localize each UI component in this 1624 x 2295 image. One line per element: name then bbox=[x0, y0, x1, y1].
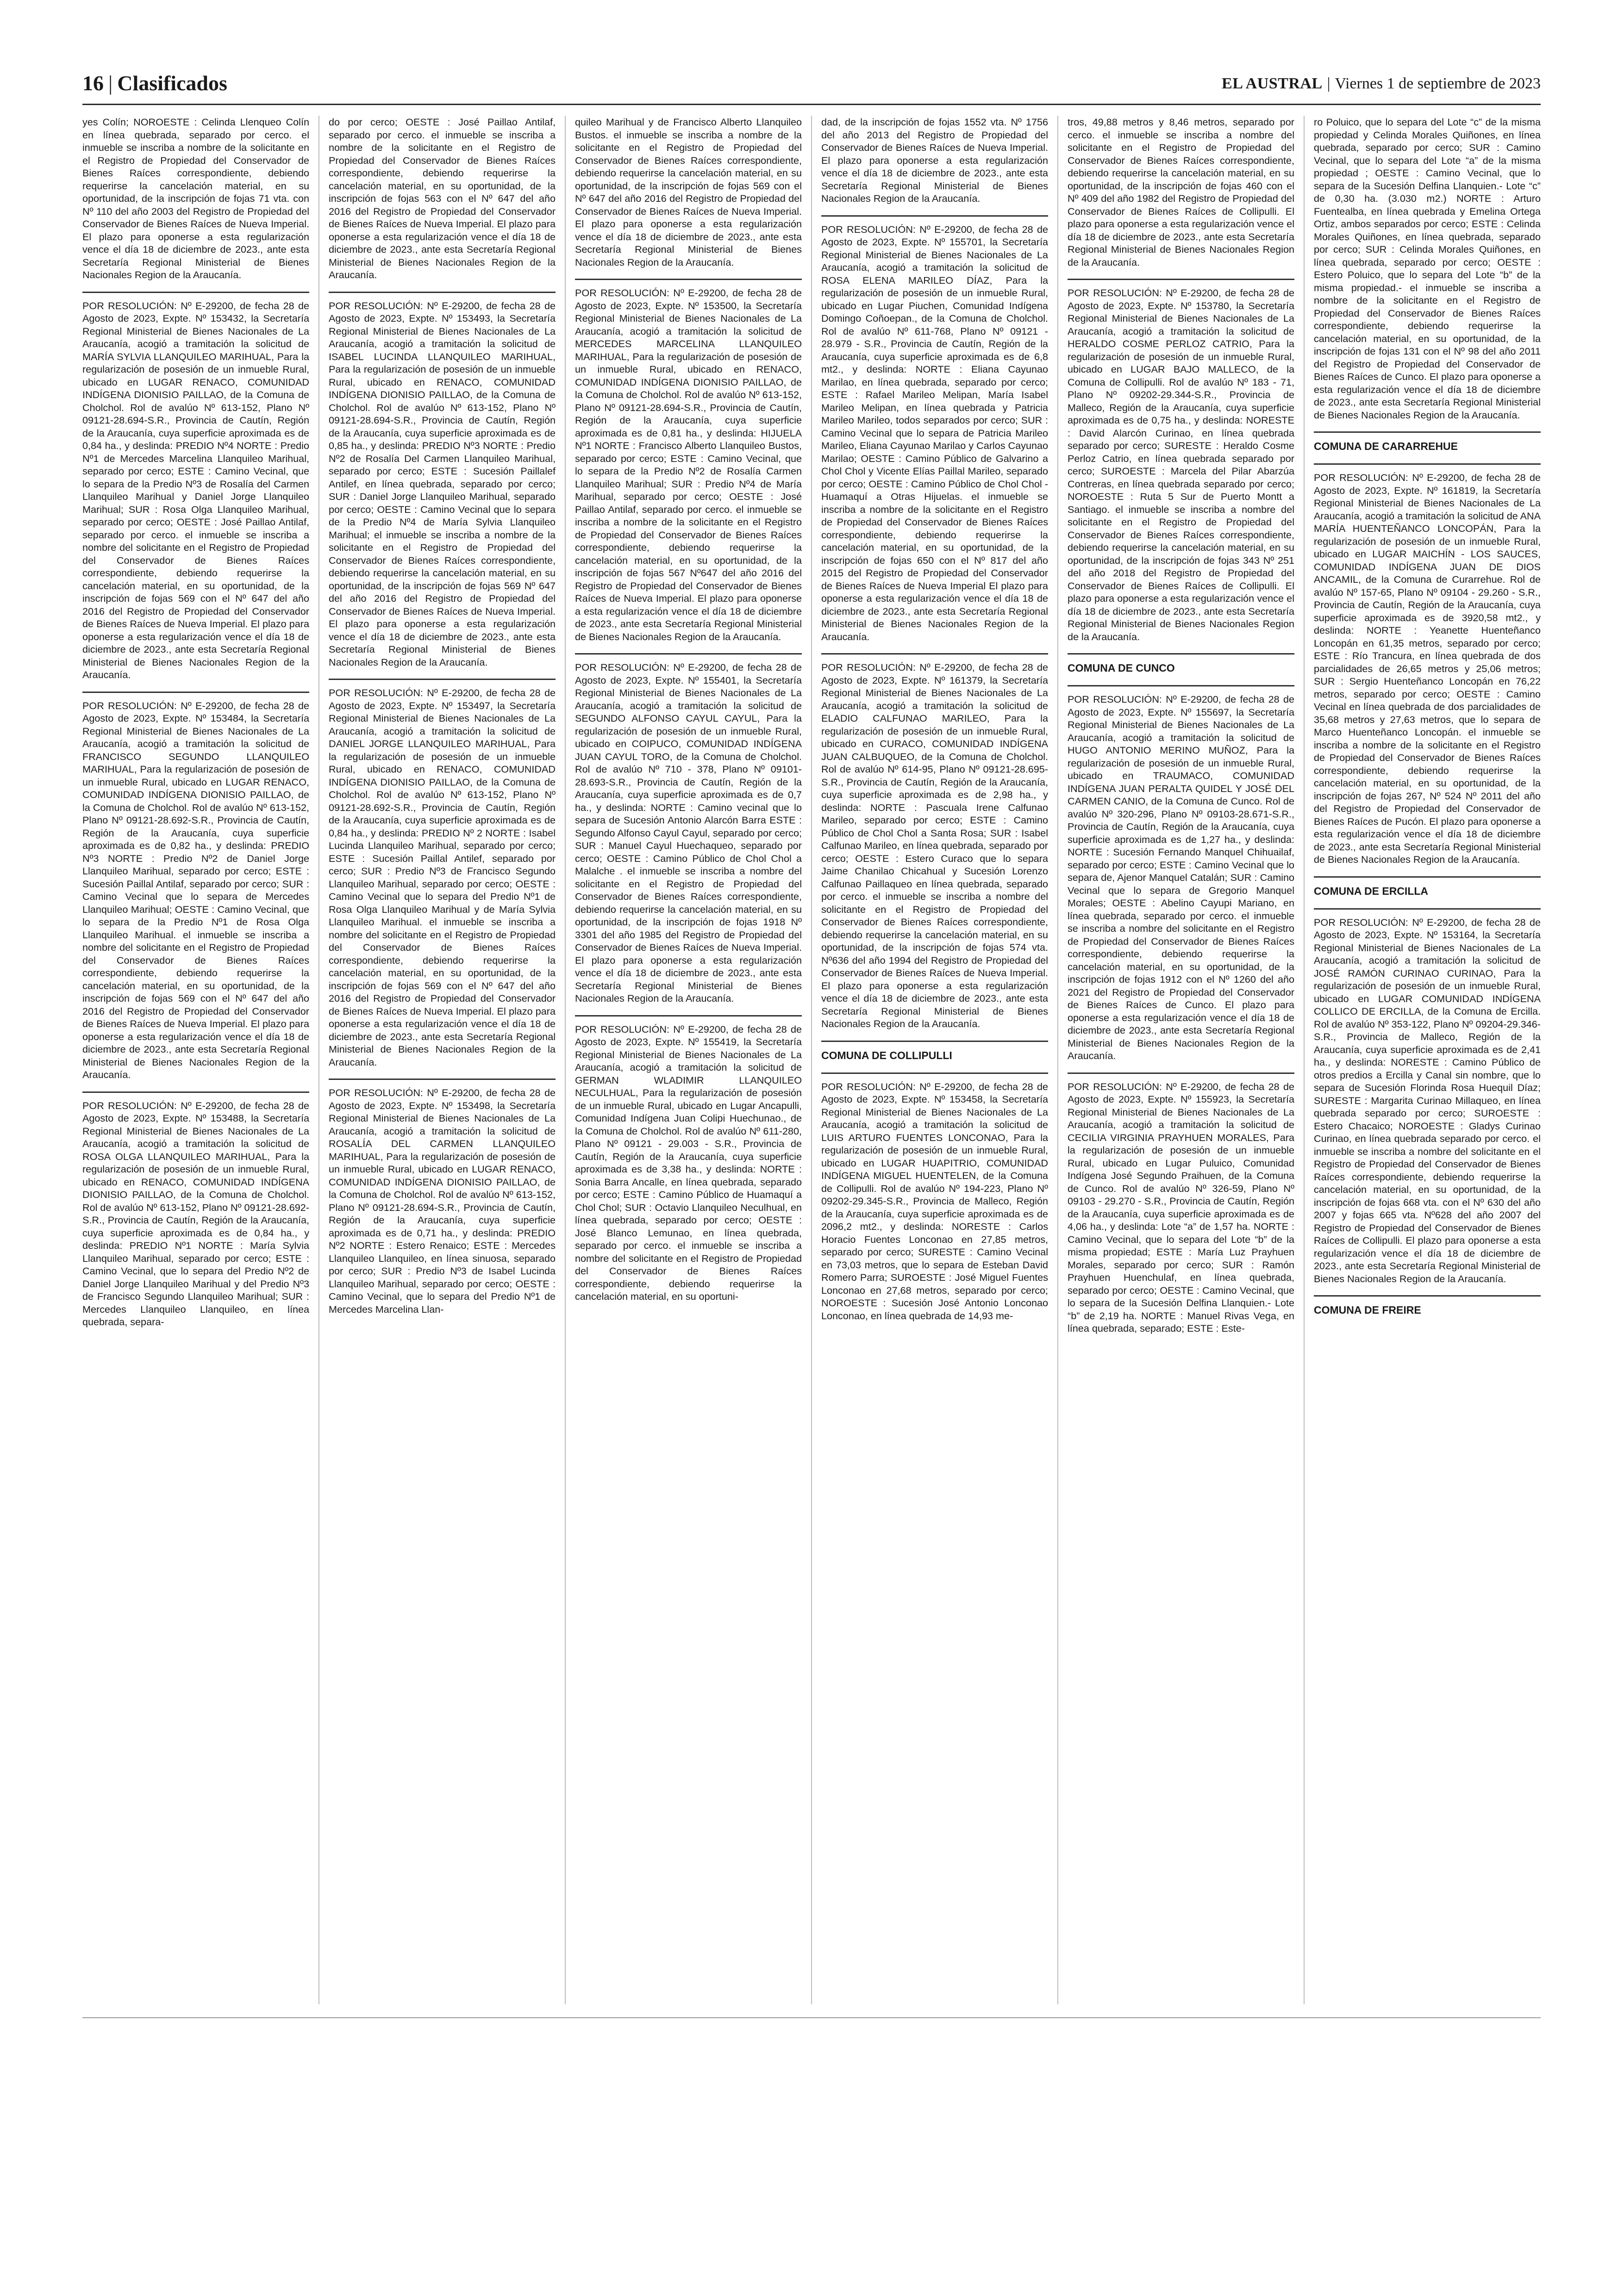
section-heading: COMUNA DE CARARREHUE bbox=[1314, 440, 1458, 452]
legal-notice: POR RESOLUCIÓN: Nº E-29200, de fecha 28 de Agosto de 2023, Expte. Nº 153458, la Secretaría Regional Ministerial de Bienes Nacionales de La Araucanía, acogió a tramitación la solicitud de LUIS ARTURO FUENTES LONCONAO, Para la regularización de posesión de un inmueble Rural, ubicado en LUGAR HUAPITRIO, COMUNIDAD INDÍGENA MIGUEL HUENTELEN, de la Comuna de Collipulli. Rol de avalúo Nº 194-223, Plano Nº 09202-29.345-S.R., Provincia de Malleco, Región de la Araucanía, cuya superficie aproximada es de 2096,2 mt2., y deslinda: NORESTE : Carlos Horacio Fuentes Lonconao en 27,85 metros, separado por cerco; SURESTE : Camino Vecinal en 73,03 metros, que lo separa de Esteban David Romero Parra; SUROESTE : José Miguel Fuentes Lonconao en 27,68 metros, separado por cerco; NOROESTE : Sucesión José Antonio Lonconao Lonconao, en línea quebrada de 14,93 me- bbox=[821, 1080, 1048, 1322]
section-title: Clasificados bbox=[117, 71, 227, 95]
legal-notice: ro Poluico, que lo separa del Lote “c” de la misma propiedad y Celinda Morales Quiñones, en línea quebrada, separado por cerco; SUR : Camino Vecinal, que lo separa del Lote “a” de la misma propiedad ; OESTE : Camino Vecinal, que lo separa de la Sucesión Delfina Llanquien.- Lote “c” de 0,30 ha. (3.030 m2.) NORTE : Arturo Fuentealba, en línea quebrada y Emelina Ortega Ortiz, ambos separados por cerco; ESTE : Celinda Morales Quiñones, en línea quebrada, separado por cerco; SUR : Celinda Morales Quiñones, en línea quebrada, separado por cerco; OESTE : Estero Poluico, que lo separa del Lote “b” de la misma propiedad.- el inmueble se inscriba a nombre de la solicitante en el Registro de Propiedad del Conservador de Bienes Raíces correspondiente, debiendo requerirse la cancelación material, en su oportunidad, de la inscripción de fojas 131 con el Nº 98 del año 2011 del Registro de Propiedad del Conservador de Bienes Raíces de Cunco. El plazo para oponerse a esta regularización vence el día 18 de diciembre de 2023., ante esta Secretaría Regional Ministerial de Bienes Nacionales Region de la Araucanía. bbox=[1314, 116, 1541, 421]
notice-divider bbox=[329, 292, 556, 293]
footer-rule bbox=[82, 2017, 1541, 2018]
column-divider bbox=[1057, 116, 1058, 2004]
notice-divider bbox=[821, 215, 1048, 217]
text-column bbox=[821, 116, 1048, 2004]
legal-notice: POR RESOLUCIÓN: Nº E-29200, de fecha 28 de Agosto de 2023, Expte. Nº 153164, la Secretaría Regional Ministerial de Bienes Nacionales de La Araucanía, acogió a tramitación la solicitud de JOSÉ RAMÓN CURINAO CURINAO, Para la regularización de posesión de un inmueble Rural, ubicado en LUGAR COMUNIDAD INDÍGENA COLLICO DE ERCILLA, de la Comuna de Ercilla. Rol de avalúo Nº 353-122, Plano Nº 09204-29.346-S.R., Provincia de Malleco, Región de la Araucanía, cuya superficie aproximada es de 2,41 ha., y deslinda: NORESTE : Camino Público de otros predios a Ercilla y Canal sin nombre, que lo separa de Sucesión Florinda Rosa Huequil Díaz; SURESTE : Margarita Curinao Millaqueo, en línea quebrada separado por cerco; SUROESTE : Estero Chacaico; NOROESTE : Gladys Curinao Curinao, en línea quebrada separado por cerco. el inmueble se inscriba a nombre del solicitante en el Registro de Propiedad del Conservador de Bienes Raíces correspondiente, debiendo requerirse la cancelación material, en su oportunidad, de la inscripción de fojas 668 vta. con el Nº 630 del año 2007 y fojas 665 vta. Nº628 del año 2007 del Registro de Propiedad del Conservador de Bienes Raíces de Collipulli. El plazo para oponerse a esta regularización vence el día 18 de diciembre de 2023., ante esta Secretaría Regional Ministerial de Bienes Nacionales Region de la Araucanía. bbox=[1314, 916, 1541, 1285]
legal-notice: POR RESOLUCIÓN: Nº E-29200, de fecha 28 de Agosto de 2023, Expte. Nº 155419, la Secretaría Regional Ministerial de Bienes Nacionales de La Araucanía, acogió a tramitación la solicitud de GERMAN WLADIMIR LLANQUILEO NECULHUAL, Para la regularización de posesión de un inmueble Rural, ubicado en Lugar Ancapulli, Comunidad Indígena Juan Colipi Huechunao., de la Comuna de Cholchol. Rol de avalúo Nº 611-280, Plano Nº 09121 - 29.003 - S.R., Provincia de Cautín, Región de la Araucanía, cuya superficie aproximada es de 3,38 ha., y deslinda: NORTE : Sonia Barra Ancalle, en línea quebrada, separado por cerco; ESTE : Camino Público de Huamaquí a Chol Chol; SUR : Octavio Llanquileo Neculhual, en línea quebrada, separado por cerco; OESTE : José Blanco Lemunao, en línea quebrada, separado por cerco. el inmueble se inscriba a nombre del solicitante en el Registro de Propiedad del Conservador de Bienes Raíces correspondiente, debiendo requerirse la cancelación material, en su oportuni- bbox=[575, 1023, 802, 1302]
legal-notice: POR RESOLUCIÓN: Nº E-29200, de fecha 28 de Agosto de 2023, Expte. Nº 161379, la Secretaría Regional Ministerial de Bienes Nacionales de La Araucanía, acogió a tramitación la solicitud de ELADIO CALFUNAO MARILEO, Para la regularización de posesión de un inmueble Rural, ubicado en CURACO, COMUNIDAD INDÍGENA JUAN CALBUQUEO, de la Comuna de Cholchol. Rol de avalúo Nº 614-95, Plano Nº 09121-28.695-S.R., Provincia de Cautín, Región de la Araucanía, cuya superficie aproximada es de 2,98 ha., y deslinda: NORTE : Pascuala Irene Calfunao Marileo, separado por cerco; ESTE : Camino Público de Chol Chol a Santa Rosa; SUR : Isabel Calfunao Marileo, en línea quebrada, separado por cerco; OESTE : Estero Curaco que lo separa Jaime Chanilao Chicahual y Sucesión Lorenzo Calfunao Paillaqueo en línea quebrada, separado por cerco. el inmueble se inscriba a nombre del solicitante en el Registro de Propiedad del Conservador de Bienes Raíces correspondiente, debiendo requerirse la cancelación material, en su oportunidad, de la inscripción de fojas 574 vta. Nº636 del año 1994 del Registro de Propiedad del Conservador de Bienes Raíces de Nueva Imperial. El plazo para oponerse a esta regularización vence el día 18 de diciembre de 2023., ante esta Secretaría Regional Ministerial de Bienes Nacionales Region de la Araucanía. bbox=[821, 661, 1048, 1029]
notice-divider bbox=[821, 653, 1048, 655]
header-rule bbox=[82, 104, 1541, 105]
text-column bbox=[575, 116, 802, 2004]
masthead-separator: | bbox=[1327, 75, 1330, 92]
column-divider bbox=[565, 116, 566, 2004]
legal-notice: POR RESOLUCIÓN: Nº E-29200, de fecha 28 de Agosto de 2023, Expte. Nº 153500, la Secretaría Regional Ministerial de Bienes Nacionales de La Araucanía, acogió a tramitación la solicitud de MERCEDES MARCELINA LLANQUILEO MARIHUAL, Para la regularización de posesión de un inmueble Rural, ubicado en RENACO, COMUNIDAD INDÍGENA DIONISIO PAILLAO, de la Comuna de Cholchol. Rol de avalúo Nº 613-152, Plano Nº 09121-28.694-S.R., Provincia de Cautín, Región de la Araucanía, cuya superficie aproximada es de 0,81 ha., y deslinda: HIJUELA Nº1 NORTE : Francisco Alberto Llanquileo Bustos, separado por cerco; ESTE : Camino Vecinal, que lo separa de la Predio Nº2 de Rosalía Carmen Llanquileo Marihual; SUR : Predio Nº4 de María Marihual, separado por cerco; OESTE : José Paillao Antilaf, separado por cerco. el inmueble se inscriba a nombre de la solicitante en el Registro de Propiedad del Conservador de Bienes Raíces correspondiente, debiendo requerirse la cancelación material, en su oportunidad, de la inscripción de fojas 567 Nº647 del año 2016 del Registro de Propiedad del Conservador de Bienes Raíces de Nueva Imperial. El plazo para oponerse a esta regularización vence el día 18 de diciembre de 2023., ante esta Secretaría Regional Ministerial de Bienes Nacionales Region de la Araucanía. bbox=[575, 287, 802, 642]
notice-divider bbox=[1314, 876, 1541, 878]
notice-divider bbox=[1068, 279, 1294, 280]
section-heading: COMUNA DE ERCILLA bbox=[1314, 885, 1429, 897]
legal-notice: POR RESOLUCIÓN: Nº E-29200, de fecha 28 de Agosto de 2023, Expte. Nº 155401, la Secretaría Regional Ministerial de Bienes Nacionales de La Araucanía, acogió a tramitación la solicitud de SEGUNDO ALFONSO CAYUL CAYUL, Para la regularización de posesión de un inmueble Rural, ubicado en COIPUCO, COMUNIDAD INDÍGENA JUAN CAYUL TORO, de la Comuna de Cholchol. Rol de avalúo Nº 710 - 378, Plano Nº 09101-28.693-S.R., Provincia de Cautín, Región de la Araucanía, cuya superficie aproximada es de 0,7 ha., y deslinda: NORTE : Camino vecinal que lo separa de Sucesión Antonio Alarcón Barra ESTE : Segundo Alfonso Cayul Cayul, separado por cerco; SUR : Manuel Cayul Huechaqueo, separado por cerco; OESTE : Camino Público de Chol Chol a Malalche . el inmueble se inscriba a nombre del solicitante en el Registro de Propiedad del Conservador de Bienes Raíces correspondiente, debiendo requerirse la cancelación material, en su oportunidad, de la inscripción de fojas 1918 Nº 3301 del año 1985 del Registro de Propiedad del Conservador de Bienes Raíces de Nueva Imperial. El plazo para oponerse a esta regularización vence el día 18 de diciembre de 2023., ante esta Secretaría Regional Ministerial de Bienes Nacionales Region de la Araucanía. bbox=[575, 661, 802, 1004]
notice-divider bbox=[82, 1091, 309, 1093]
section-heading: COMUNA DE CUNCO bbox=[1068, 662, 1175, 674]
column-divider bbox=[1304, 116, 1305, 2004]
legal-notice: yes Colín; NOROESTE : Celinda Llenqueo Colín en línea quebrada, separado por cerco. el inmueble se inscriba a nombre de la solicitante en el Registro de Propiedad del Conservador de Bienes Raíces correspondiente, debiendo requerirse la cancelación material, en su oportunidad, de la inscripción de fojas 71 vta. con Nº 110 del año 2003 del Registro de Propiedad del Conservador de Bienes Raíces de Nueva Imperial. El plazo para oponerse a esta regularización vence el día 18 de diciembre de 2023., ante esta Secretaría Regional Ministerial de Bienes Nacionales Region de la Araucanía. bbox=[82, 116, 309, 281]
masthead bbox=[1222, 72, 1541, 95]
legal-notice: POR RESOLUCIÓN: Nº E-29200, de fecha 28 de Agosto de 2023, Expte. Nº 153780, la Secretaría Regional Ministerial de Bienes Nacionales de La Araucanía, acogió a tramitación la solicitud de HERALDO COSME PERLOZ CATRIO, Para la regularización de posesión de un inmueble Rural, ubicado en LUGAR BAJO MALLECO, de la Comuna de Collipulli. Rol de avalúo Nº 183 - 71, Plano Nº 09202-29.344-S.R., Provincia de Malleco, Región de la Araucanía, cuya superficie aproximada es de 0,75 ha., y deslinda: NORESTE : David Alarcón Curinao, en línea quebrada separado por cerco; SURESTE : Heraldo Cosme Perloz Catrio, en línea quebrada separado por cerco; SUROESTE : Marcela del Pilar Abarzúa Contreras, en línea quebrada separado por cerco; NOROESTE : Ruta 5 Sur de Puerto Montt a Santiago. el inmueble se inscriba a nombre del solicitante en el Registro de Propiedad del Conservador de Bienes Raíces correspondiente, debiendo requerirse la cancelación material, en su oportunidad, de la inscripción de fojas 343 Nº 251 del año 2018 del Registro de Propiedad del Conservador de Bienes Raíces de Collipulli. El plazo para oponerse a esta regularización vence el día 18 de diciembre de 2023., ante esta Secretaría Regional Ministerial de Bienes Nacionales Region de la Araucanía. bbox=[1068, 287, 1294, 642]
notice-divider bbox=[575, 1015, 802, 1017]
notice-divider bbox=[1314, 463, 1541, 465]
notice-divider bbox=[821, 1041, 1048, 1042]
text-column bbox=[1314, 116, 1541, 2004]
notice-divider bbox=[1314, 1295, 1541, 1297]
legal-notice: tros, 49,88 metros y 8,46 metros, separado por cerco. el inmueble se inscriba a nombre del solicitante en el Registro de Propiedad del Conservador de Bienes Raíces correspondiente, debiendo requerirse la cancelación material, en su oportunidad, de la inscripción de fojas 460 con el Nº 409 del año 1982 del Registro de Propiedad del Conservador de Bienes Raíces de Collipulli. El plazo para oponerse a esta regularización vence el día 18 de diciembre de 2023., ante esta Secretaría Regional Ministerial de Bienes Nacionales Region de la Araucanía. bbox=[1068, 116, 1294, 268]
legal-notice: POR RESOLUCIÓN: Nº E-29200, de fecha 28 de Agosto de 2023, Expte. Nº 153488, la Secretaría Regional Ministerial de Bienes Nacionales de La Araucanía, acogió a tramitación la solicitud de ROSA OLGA LLANQUILEO MARIHUAL, Para la regularización de posesión de un inmueble Rural, ubicado en RENACO, COMUNIDAD INDÍGENA DIONISIO PAILLAO, de la Comuna de Cholchol. Rol de avalúo Nº 613-152, Plano Nº 09121-28.692-S.R., Provincia de Cautín, Región de la Araucanía, cuya superficie aproximada es de 0,84 ha., y deslinda: PREDIO Nº1 NORTE : María Sylvia Llanquileo Marihual, separado por cerco; ESTE : Camino Vecinal, que lo separa del Predio Nº2 de Daniel Jorge Llanquileo Marihual y del Predio Nº3 de Francisco Segundo Llanquileo Marihual; SUR : Mercedes Llanquileo Llanquileo, en línea quebrada, separa- bbox=[82, 1099, 309, 1328]
page-section-heading bbox=[82, 69, 227, 97]
classifieds-columns bbox=[82, 116, 1541, 2004]
legal-notice: do por cerco; OESTE : José Paillao Antilaf, separado por cerco. el inmueble se inscriba a nombre de la solicitante en el Registro de Propiedad del Conservador de Bienes Raíces correspondiente, debiendo requerirse la cancelación material, en su oportunidad, de la inscripción de fojas 563 con el Nº 647 del año 2016 del Registro de Propiedad del Conservador de Bienes Raíces de Nueva Imperial. El plazo para oponerse a esta regularización vence el día 18 de diciembre de 2023., ante esta Secretaría Regional Ministerial de Bienes Nacionales Region de la Araucanía. bbox=[329, 116, 556, 281]
notice-divider bbox=[821, 1073, 1048, 1074]
notice-divider bbox=[575, 279, 802, 280]
legal-notice: POR RESOLUCIÓN: Nº E-29200, de fecha 28 de Agosto de 2023, Expte. Nº 155923, la Secretaría Regional Ministerial de Bienes Nacionales de La Araucanía, acogió a tramitación la solicitud de CECILIA VIRGINIA PRAYHUEN MORALES, Para la regularización de posesión de un inmueble Rural, ubicado en Lugar Puluico, Comunidad Indígena José Segundo Praihuen, de la Comuna de Cunco. Rol de avalúo Nº 326-59, Plano Nº 09103 - 29.270 - S.R., Provincia de Cautín, Región de la Araucanía, cuya superficie aproximada es de 4,06 ha., y deslinda: Lote “a” de 1,57 ha. NORTE : Camino Vecinal, que lo separa del Lote “b” de la misma propiedad; ESTE : María Luz Prayhuen Morales, separado por cerco; SUR : Ramón Prayhuen Huenchulaf, en línea quebrada, separado por cerco; OESTE : Camino Vecinal, que lo separa de la Sucesión Delfina Llanquien.- Lote “b” de 2,19 ha. NORTE : Manuel Rivas Vega, en línea quebrada, separado; ESTE : Este- bbox=[1068, 1080, 1294, 1334]
page-header bbox=[82, 69, 1541, 102]
legal-notice: POR RESOLUCIÓN: Nº E-29200, de fecha 28 de Agosto de 2023, Expte. Nº 155701, la Secretaría Regional Ministerial de Bienes Nacionales de La Araucanía, acogió a tramitación la solicitud de ROSA ELENA MARILEO DÍAZ, Para la regularización de posesión de un inmueble Rural, ubicado en Lugar Piuchen, Comunidad Indígena Domingo Coñoepan., de la Comuna de Cholchol. Rol de avalúo Nº 611-768, Plano Nº 09121 - 28.979 - S.R., Provincia de Cautín, Región de la Araucanía, cuya superficie aproximada es de 6,8 mt2., y deslinda: NORTE : Eliana Cayunao Marilao, en línea quebrada, separado por cerco; ESTE : Rafael Marileo Melipan, María Isabel Marileo Melipan, en línea quebrada y Patricia Marileo Marileo, todos separados por cerco; SUR : Camino Vecinal que lo separa de Patricia Marileo Marileo, Eliana Cayunao Marilao y Carlos Cayunao Marilao; OESTE : Camino Público de Galvarino a Chol Chol y Vicente Elías Paillal Marileo, separado por cerco; OESTE : Camino Público de Chol Chol - Huamaquí a Otras Hijuelas. el inmueble se inscriba a nombre de la solicitante en el Registro de Propiedad del Conservador de Bienes Raíces correspondiente, debiendo requerirse la cancelación material, en su oportunidad, de la inscripción de fojas 650 con el Nº 817 del año 2015 del Registro de Propiedad del Conservador de Bienes Raíces de Nueva Imperial El plazo para oponerse a esta regularización vence el día 18 de diciembre de 2023., ante esta Secretaría Regional Ministerial de Bienes Nacionales Region de la Araucanía. bbox=[821, 223, 1048, 642]
text-column bbox=[1068, 116, 1294, 2004]
section-heading: COMUNA DE FREIRE bbox=[1314, 1304, 1421, 1316]
legal-notice: quileo Marihual y de Francisco Alberto Llanquileo Bustos. el inmueble se inscriba a nombre de la solicitante en el Registro de Propiedad del Conservador de Bienes Raíces correspondiente, debiendo requerirse la cancelación material, en su oportunidad, de la inscripción de fojas 569 con el Nº 647 del año 2016 del Registro de Propiedad del Conservador de Bienes Raíces de Nueva Imperial. El plazo para oponerse a esta regularización vence el día 18 de diciembre de 2023., ante esta Secretaría Regional Ministerial de Bienes Nacionales Region de la Araucanía. bbox=[575, 116, 802, 268]
notice-divider bbox=[1068, 653, 1294, 655]
column-divider bbox=[811, 116, 812, 2004]
notice-divider bbox=[329, 1079, 556, 1080]
legal-notice: dad, de la inscripción de fojas 1552 vta. Nº 1756 del año 2013 del Registro de Propiedad del Conservador de Bienes Raíces de Nueva Imperial. El plazo para oponerse a esta regularización vence el día 18 de diciembre de 2023., ante esta Secretaría Regional Ministerial de Bienes Nacionales Region de la Araucanía. bbox=[821, 116, 1048, 204]
legal-notice: POR RESOLUCIÓN: Nº E-29200, de fecha 28 de Agosto de 2023, Expte. Nº 155697, la Secretaría Regional Ministerial de Bienes Nacionales de La Araucanía, acogió a tramitación la solicitud de HUGO ANTONIO MERINO MUÑOZ, Para la regularización de posesión de un inmueble Rural, ubicado en TRAUMACO, COMUNIDAD INDÍGENA JUAN PERALTA QUIDEL Y JOSÉ DEL CARMEN CANIO, de la Comuna de Cunco. Rol de avalúo Nº 320-296, Plano Nº 09103-28.671-S.R., Provincia de Cautín, Región de la Araucanía, cuya superficie aproximada es de 1,27 ha., y deslinda: NORTE : Sucesión Fernando Manquel Chihuailaf, separado por cerco; ESTE : Camino Vecinal que lo separa de, Ajenor Manquel Catalán; SUR : Camino Vecinal que lo separa de Gregorio Manquel Morales; OESTE : Abelino Cayupi Mariano, en línea quebrada, separado por cerco. el inmueble se inscriba a nombre del solicitante en el Registro de Propiedad del Conservador de Bienes Raíces correspondiente, debiendo requerirse la cancelación material, en su oportunidad, de la inscripción de fojas 1912 con el Nº 1260 del año 2021 del Registro de Propiedad del Conservador de Bienes Raíces de Cunco. El plazo para oponerse a esta regularización vence el día 18 de diciembre de 2023., ante esta Secretaría Regional Ministerial de Bienes Nacionales Region de la Araucanía. bbox=[1068, 693, 1294, 1061]
notice-divider bbox=[82, 292, 309, 293]
newspaper-name: EL AUSTRAL bbox=[1222, 75, 1323, 92]
notice-divider bbox=[1314, 431, 1541, 433]
section-heading: COMUNA DE COLLIPULLI bbox=[821, 1049, 952, 1061]
page-number: 16 bbox=[82, 71, 104, 95]
legal-notice: POR RESOLUCIÓN: Nº E-29200, de fecha 28 de Agosto de 2023, Expte. Nº 153493, la Secretaría Regional Ministerial de Bienes Nacionales de La Araucanía, acogió a tramitación la solicitud de ISABEL LUCINDA LLANQUILEO MARIHUAL, Para la regularización de posesión de un inmueble Rural, ubicado en RENACO, COMUNIDAD INDÍGENA DIONISIO PAILLAO, de la Comuna de Cholchol. Rol de avalúo Nº 613-152, Plano Nº 09121-28.694-S.R., Provincia de Cautín, Región de la Araucanía, cuya superficie aproximada es de 0,85 ha., y deslinda: PREDIO Nº3 NORTE : Predio Nº2 de Rosalía Del Carmen Llanquileo Marihual, separado por cerco; ESTE : Sucesión Paillalef Antilef, en línea quebrada, separado por cerco; SUR : Daniel Jorge Llanquileo Marihual, separado por cerco; OESTE : Camino Vecinal que lo separa de la Predio Nº4 de María Sylvia Llanquileo Marihual; el inmueble se inscriba a nombre de la solicitante en el Registro de Propiedad del Conservador de Bienes Raíces correspondiente, debiendo requerirse la cancelación material, en su oportunidad, de la inscripción de fojas 569 Nº 647 del año 2016 del Registro de Propiedad del Conservador de Bienes Raíces de Nueva Imperial. El plazo para oponerse a esta regularización vence el día 18 de diciembre de 2023., ante esta Secretaría Regional Ministerial de Bienes Nacionales Region de la Araucanía. bbox=[329, 299, 556, 668]
text-column bbox=[329, 116, 556, 2004]
issue-date: Viernes 1 de septiembre de 2023 bbox=[1335, 75, 1541, 92]
notice-divider bbox=[1068, 685, 1294, 686]
legal-notice: POR RESOLUCIÓN: Nº E-29200, de fecha 28 de Agosto de 2023, Expte. Nº 153498, la Secretaría Regional Ministerial de Bienes Nacionales de La Araucanía, acogió a tramitación la solicitud de ROSALÍA DEL CARMEN LLANQUILEO MARIHUAL, Para la regularización de posesión de un inmueble Rural, ubicado en LUGAR RENACO, COMUNIDAD INDÍGENA DIONISIO PAILLAO, de la Comuna de Cholchol. Rol de avalúo Nº 613-152, Plano Nº 09121-28.694-S.R., Provincia de Cautín, Región de la Araucanía, cuya superficie aproximada es de 0,71 ha., y deslinda: PREDIO Nº2 NORTE : Estero Renaico; ESTE : Mercedes Llanquileo Llanquileo, en línea sinuosa, separado por cerco; SUR : Predio Nº3 de Isabel Lucinda Llanquileo Marihual, separado por cerco; OESTE : Camino Vecinal, que lo separa del Predio Nº1 de Mercedes Marcelina Llan- bbox=[329, 1087, 556, 1315]
legal-notice: POR RESOLUCIÓN: Nº E-29200, de fecha 28 de Agosto de 2023, Expte. Nº 153484, la Secretaría Regional Ministerial de Bienes Nacionales de La Araucanía, acogió a tramitación la solicitud de FRANCISCO SEGUNDO LLANQUILEO MARIHUAL, Para la regularización de posesión de un inmueble Rural, ubicado en LUGAR RENACO, COMUNIDAD INDÍGENA DIONISIO PAILLAO, de la Comuna de Cholchol. Rol de avalúo Nº 613-152, Plano Nº 09121-28.692-S.R., Provincia de Cautín, Región de la Araucanía, cuya superficie aproximada es de 0,82 ha., y deslinda: PREDIO Nº3 NORTE : Predio Nº2 de Daniel Jorge Llanquileo Marihual, separado por cerco; ESTE : Sucesión Paillal Antilaf, separado por cerco; SUR : Camino Vecinal que lo separa de Mercedes Llanquileo Marihual; OESTE : Camino Vecinal, que lo separa de la Predio Nº1 de Rosa Olga Llanquileo Marihual. el inmueble se inscriba a nombre del solicitante en el Registro de Propiedad del Conservador de Bienes Raíces correspondiente, debiendo requerirse la cancelación material, en su oportunidad, de la inscripción de fojas 569 con el Nº 647 del año 2016 del Registro de Propiedad del Conservador de Bienes Raíces de Nueva Imperial. El plazo para oponerse a esta regularización vence el día 18 de diciembre de 2023., ante esta Secretaría Regional Ministerial de Bienes Nacionales Region de la Araucanía. bbox=[82, 699, 309, 1080]
notice-divider bbox=[82, 692, 309, 693]
notice-divider bbox=[1314, 908, 1541, 910]
notice-divider bbox=[575, 653, 802, 655]
notice-divider bbox=[1068, 1073, 1294, 1074]
notice-divider bbox=[329, 679, 556, 680]
legal-notice: POR RESOLUCIÓN: Nº E-29200, de fecha 28 de Agosto de 2023, Expte. Nº 161819, la Secretaría Regional Ministerial de Bienes Nacionales de La Araucanía, acogió a tramitación la solicitud de ANA MARÍA HUENTEÑANCO LONCOPÁN, Para la regularización de posesión de un inmueble Rural, ubicado en LUGAR MAICHÍN - LOS SAUCES, COMUNIDAD INDÍGENA JUAN DE DIOS ANCAMIL, de la Comuna de Curarrehue. Rol de avalúo Nº 157-65, Plano Nº 09104 - 29.260 - S.R., Provincia de Cautín, Región de la Araucanía, cuya superficie aproximada es de 3920,58 mt2., y deslinda: NORTE : Yeanette Huenteñanco Loncopán en 61,35 metros, separado por cerco; ESTE : Río Trancura, en línea quebrada de dos parcialidades de 26,65 metros y 25,06 metros; SUR : Sergio Huenteñanco Loncopán en 76,22 metros, separado por cerco; OESTE : Camino Vecinal en línea quebrada de dos parcialidades de 35,68 metros y 27,63 metros, que lo separa de Marco Huenteñanco Loncopán. el inmueble se inscriba a nombre de la solicitante en el Registro de Propiedad del Conservador de Bienes Raíces correspondiente, debiendo requerirse la cancelación material, en su oportunidad, de la inscripción de fojas 267, Nº 524 Nº 2011 del año del Registro de Propiedad del Conservador de Bienes Raíces de Pucón. El plazo para oponerse a esta regularización vence el día 18 de diciembre de 2023., ante esta Secretaría Regional Ministerial de Bienes Nacionales Region de la Araucanía. bbox=[1314, 472, 1541, 865]
legal-notice: POR RESOLUCIÓN: Nº E-29200, de fecha 28 de Agosto de 2023, Expte. Nº 153497, la Secretaría Regional Ministerial de Bienes Nacionales de La Araucanía, acogió a tramitación la solicitud de DANIEL JORGE LLANQUILEO MARIHUAL, Para la regularización de posesión de un inmueble Rural, ubicado en RENACO, COMUNIDAD INDÍGENA DIONISIO PAILLAO, de la Comuna de Cholchol. Rol de avalúo Nº 613-152, Plano Nº 09121-28.692-S.R., Provincia de Cautín, Región de la Araucanía, cuya superficie aproximada es de 0,84 ha., y deslinda: PREDIO Nº 2 NORTE : Isabel Lucinda Llanquileo Marihual, separado por cerco; ESTE : Sucesión Paillal Antilef, separado por cerco; SUR : Predio Nº3 de Francisco Segundo Llanquileo Marihual, separado por cerco; OESTE : Camino Vecinal que lo separa del Predio Nº1 de Rosa Olga Llanquileo Marihual y de María Sylvia Llanquileo Marihual. el inmueble se inscriba a nombre del solicitante en el Registro de Propiedad del Conservador de Bienes Raíces correspondiente, debiendo requerirse la cancelación material, en su oportunidad, de la inscripción de fojas 569 con el Nº 647 del año 2016 del Registro de Propiedad del Conservador de Bienes Raíces de Nueva Imperial. El plazo para oponerse a esta regularización vence el día 18 de diciembre de 2023., ante esta Secretaría Regional Ministerial de Bienes Nacionales Region de la Araucanía. bbox=[329, 687, 556, 1068]
header-separator: | bbox=[108, 71, 113, 95]
legal-notice: POR RESOLUCIÓN: Nº E-29200, de fecha 28 de Agosto de 2023, Expte. Nº 153432, la Secretaría Regional Ministerial de Bienes Nacionales de La Araucanía, acogió a tramitación la solicitud de MARÍA SYLVIA LLANQUILEO MARIHUAL, Para la regularización de posesión de un inmueble Rural, ubicado en LUGAR RENACO, COMUNIDAD INDÍGENA DIONISIO PAILLAO, de la Comuna de Cholchol. Rol de avalúo Nº 613-152, Plano Nº 09121-28.694-S.R., Provincia de Cautín, Región de la Araucanía, cuya superficie aproximada es de 0,84 ha., y deslinda: PREDIO Nº4 NORTE : Predio Nº1 de Mercedes Marcelina Llanquileo Marihual, separado por cerco; ESTE : Camino Vecinal, que lo separa de la Predio Nº3 de Rosalía del Carmen Llanquileo Marihual y Daniel Jorge Llanquileo Marihual; SUR : Rosa Olga Llanquileo Marihual, separado por cerco; OESTE : José Paillao Antilaf, separado por cerco. el inmueble se inscriba a nombre del solicitante en el Registro de Propiedad del Conservador de Bienes Raíces correspondiente, debiendo requerirse la cancelación material, en su oportunidad, de la inscripción de fojas 569 con el Nº 647 del año 2016 del Registro de Propiedad del Conservador de Bienes Raíces de Nueva Imperial. El plazo para oponerse a esta regularización vence el día 18 de diciembre de 2023., ante esta Secretaría Regional Ministerial de Bienes Nacionales Region de la Araucanía. bbox=[82, 299, 309, 680]
text-column bbox=[82, 116, 309, 2004]
